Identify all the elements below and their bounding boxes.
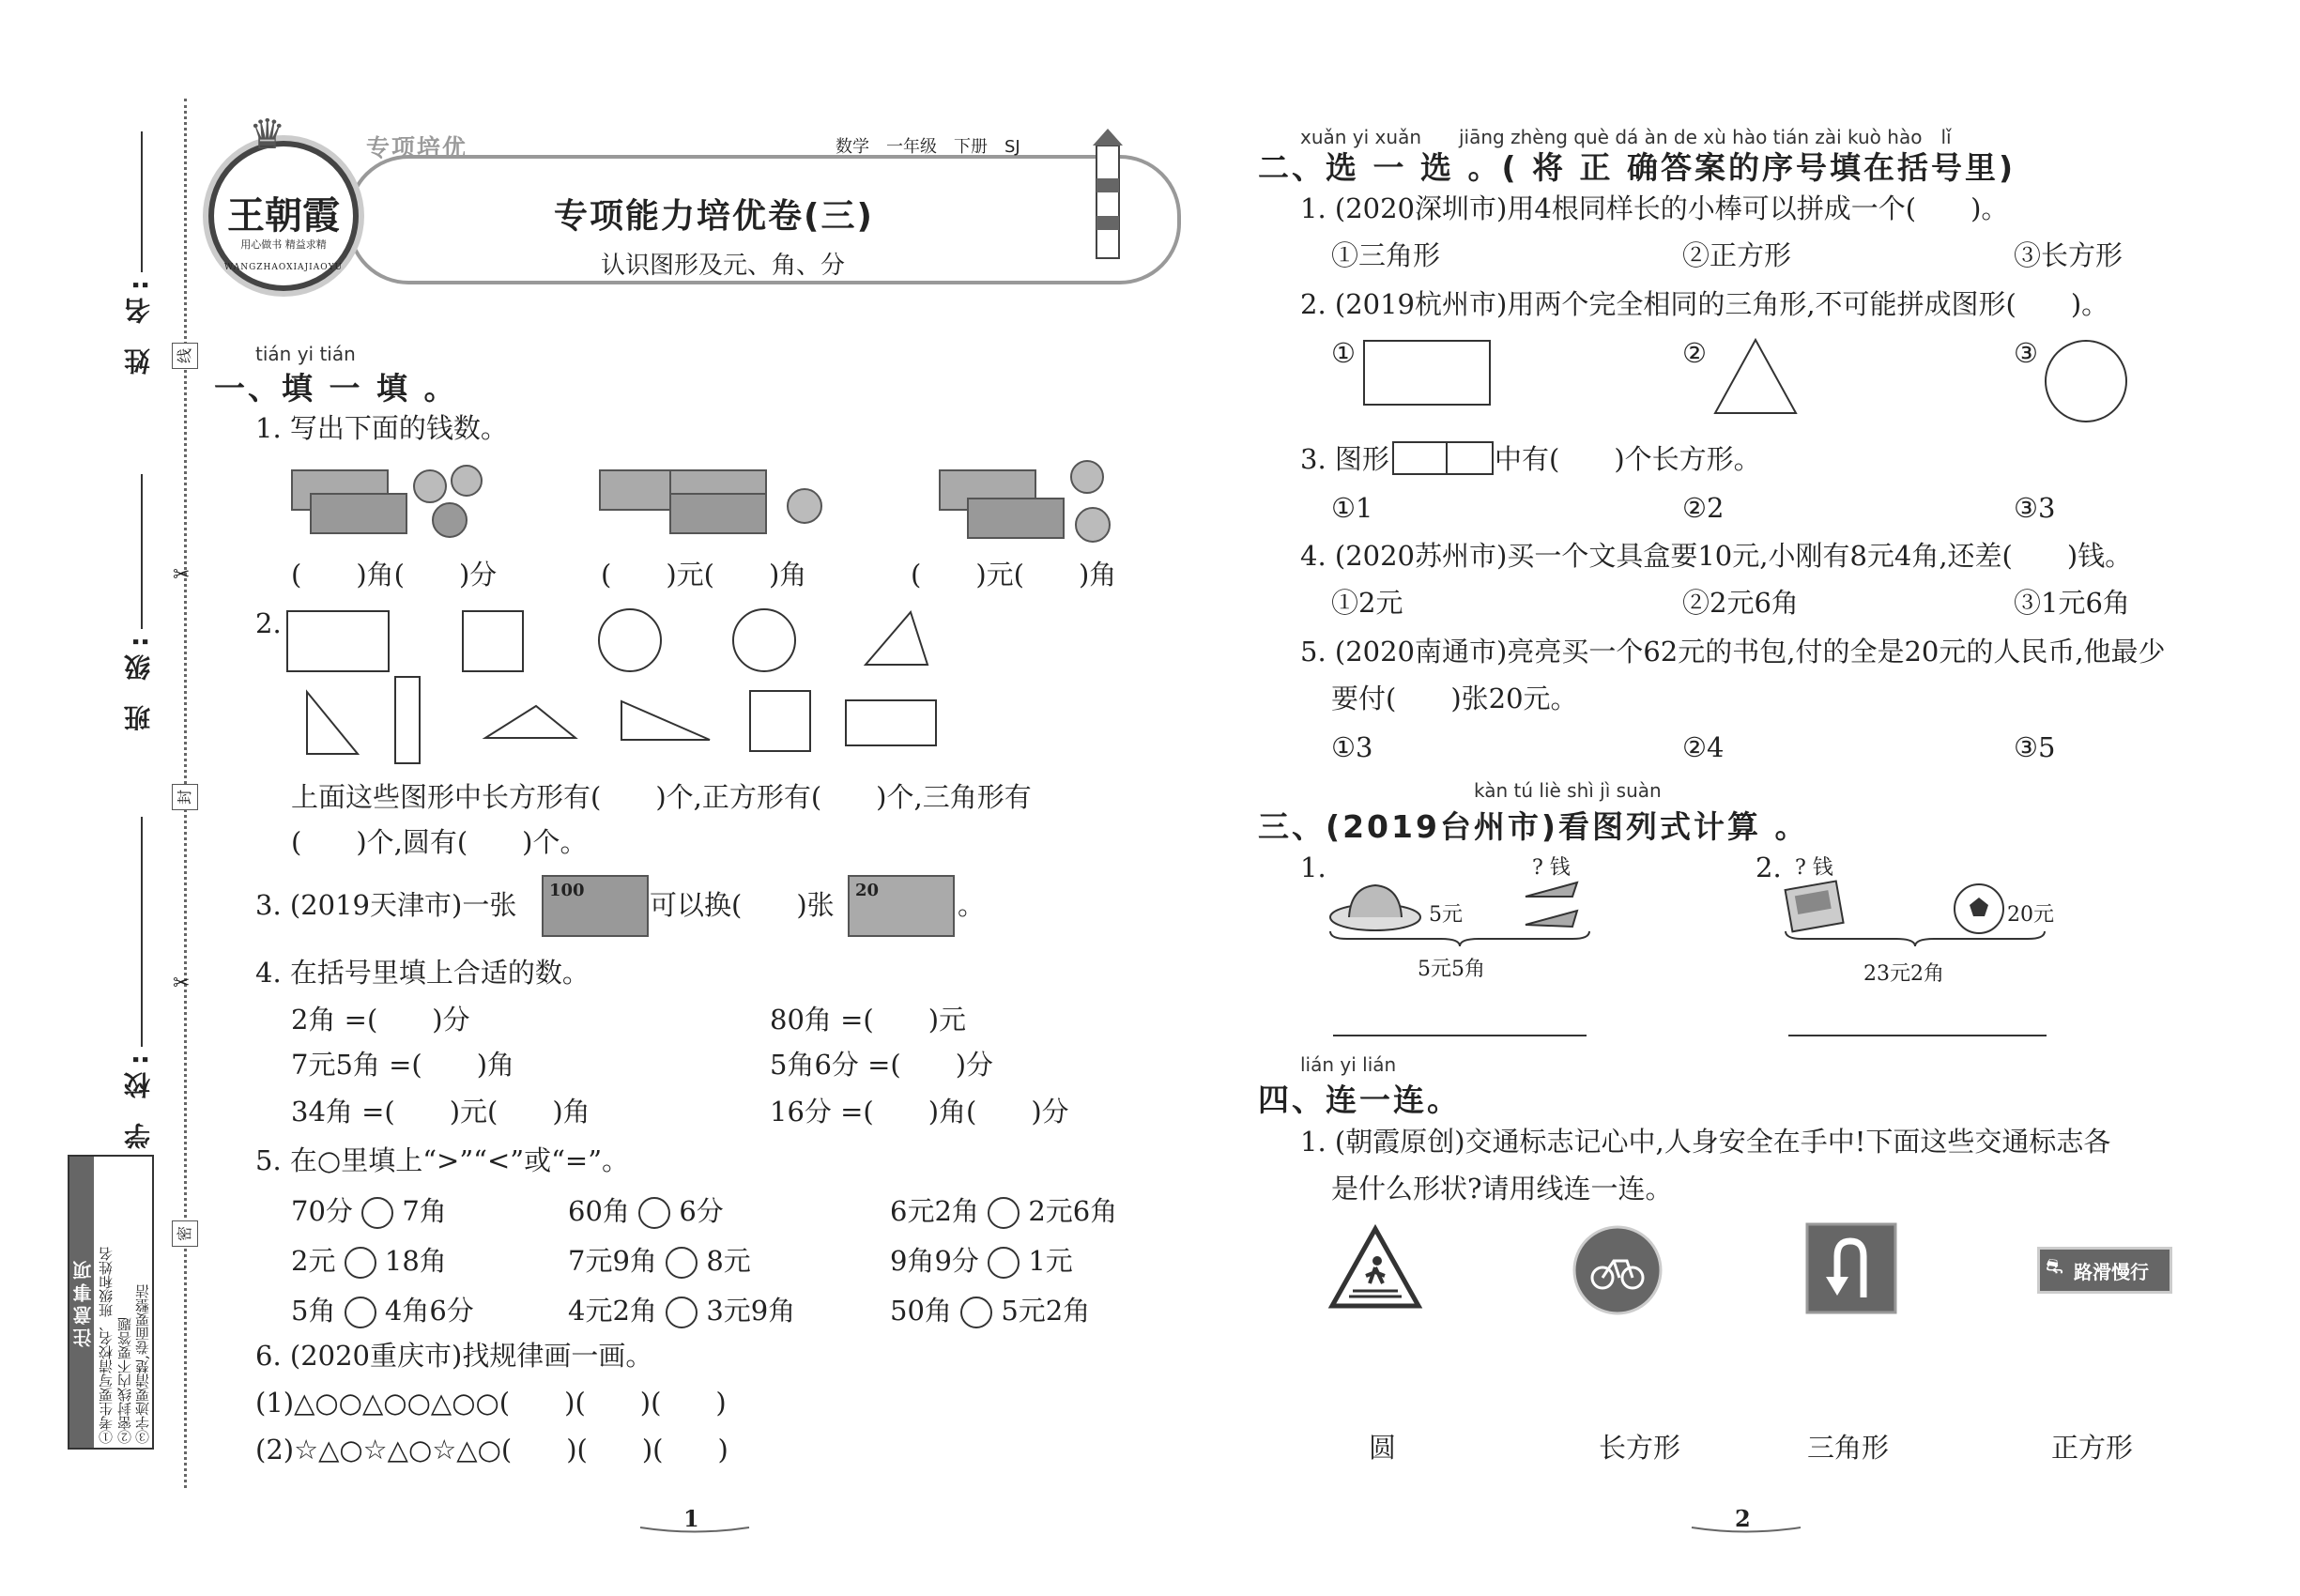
compare-circle[interactable] <box>666 1297 698 1328</box>
s1-q3-post: 。 <box>958 889 986 921</box>
s2-q2-opt-2[interactable]: ② <box>1682 337 1707 369</box>
s4-pinyin: lián yi lián <box>1300 1053 1397 1076</box>
s1-q5-text: 5. 在○里填上“>”“<”或“=”。 <box>255 1144 630 1176</box>
compare-circle[interactable] <box>361 1197 393 1229</box>
money-group-3 <box>939 460 1127 554</box>
compare-circle[interactable] <box>666 1247 698 1279</box>
class-line[interactable] <box>141 474 143 629</box>
s1-q1-blank-3[interactable]: ( )元( )角 <box>911 559 1117 591</box>
s1-title: 一、填 一 填 。 <box>214 370 458 407</box>
shape-label-square[interactable]: 正方形 <box>2051 1432 2134 1464</box>
rectangle-shape <box>1363 340 1491 406</box>
s3-p2-answer-line[interactable] <box>1788 1035 2047 1036</box>
compare-item[interactable]: 6元2角 2元6角 <box>890 1195 1118 1227</box>
triangle-shape <box>864 610 929 667</box>
money-group-2 <box>599 465 824 549</box>
s2-q3-post[interactable]: 中有( )个长方形。 <box>1495 443 1761 475</box>
school-line[interactable] <box>141 817 143 1047</box>
s3-p2-price: 20元 <box>2007 903 2054 927</box>
obtuse-triangle-shape <box>620 699 713 742</box>
s3-p1-price: 5元 <box>1429 903 1463 927</box>
s1-q3-pre: 3. (2019天津市)一张 <box>255 889 517 921</box>
banknote <box>967 498 1065 539</box>
tall-rectangle-shape <box>394 676 421 764</box>
compare-item[interactable]: 7元9角 8元 <box>568 1245 751 1277</box>
right-triangle-shape <box>305 690 361 756</box>
compare-item[interactable]: 4元2角 3元9角 <box>568 1295 796 1327</box>
coin <box>787 488 822 524</box>
money-group-1 <box>291 465 507 549</box>
rectangle-shape <box>845 699 937 746</box>
coin <box>413 469 447 503</box>
page-number-1: 1 <box>683 1505 699 1532</box>
page-title: 专项能力培优卷(三) <box>554 197 874 236</box>
triangle-shape <box>1713 338 1798 415</box>
s2-q2-opt-3[interactable]: ③ <box>2014 337 2038 369</box>
s2-q3-pre: 3. 图形 <box>1300 443 1389 475</box>
s3-p1-answer-line[interactable] <box>1333 1035 1587 1036</box>
s4-q1-text: 1. (朝霞原创)交通标志记心中,人身安全在手中!下面这些交通标志各 <box>1300 1126 2111 1158</box>
s1-q2-num: 2. <box>255 607 282 639</box>
logo-ring-text: WANGZHAOXIAJIAOYU <box>223 263 344 272</box>
page-number-2: 2 <box>1735 1505 1751 1532</box>
class-label: 班 级: <box>123 629 154 731</box>
shape-label-rectangle[interactable]: 长方形 <box>1599 1432 1681 1464</box>
s2-title: 二、选 一 选 。( 将 正 确答案的序号填在括号里) <box>1258 149 2016 186</box>
logo-tagline: 用心做书 精益求精 <box>240 238 327 251</box>
shape-label-triangle[interactable]: 三角形 <box>1807 1432 1890 1464</box>
s2-q3-opt-3[interactable]: ③3 <box>2014 492 2056 524</box>
banknote-20-value: 20 <box>855 881 880 900</box>
page-ornament <box>1690 1521 1802 1534</box>
s2-q3-opt-1[interactable]: ①1 <box>1331 492 1373 524</box>
s3-p1-num: 1. <box>1300 852 1326 883</box>
slippery-road-sign-text: 路滑慢行 <box>2074 1261 2149 1283</box>
compare-circle[interactable] <box>638 1197 670 1229</box>
notice-title: 注意事项 <box>69 1157 94 1448</box>
banknote <box>669 493 767 534</box>
s2-q1-opt-1[interactable]: ①三角形 <box>1331 239 1441 271</box>
s2-q5-text: 5. (2020南通市)亮亮买一个62元的书包,付的全是20元的人民币,他最少 <box>1300 636 2166 668</box>
split-rectangle-figure <box>1392 441 1494 475</box>
s1-q2-line1[interactable]: 上面这些图形中长方形有( )个,正方形有( )个,三角形有 <box>291 781 1032 813</box>
s2-pinyin: xuǎn yi xuǎn jiāng zhèng què dá àn de xù hào tián zài kuò hào lǐ <box>1300 126 1952 148</box>
s2-q4-text[interactable]: 4. (2020苏州市)买一个文具盒要10元,小刚有8元4角,还差( )钱。 <box>1300 540 2133 572</box>
compare-circle[interactable] <box>345 1297 376 1328</box>
s2-q2-opt-1[interactable]: ① <box>1331 337 1356 369</box>
s3-p1-question: ? 钱 <box>1532 856 1571 880</box>
s1-q2-line2[interactable]: ( )个,圆有( )个。 <box>291 826 588 858</box>
compare-circle[interactable] <box>345 1247 376 1279</box>
s3-p2-question: ? 钱 <box>1795 856 1833 880</box>
s1-q6-line2[interactable]: (2)☆△○☆△○☆△○( )( )( ) <box>255 1434 728 1466</box>
slippery-road-sign[interactable] <box>2037 1247 2172 1294</box>
hat-icon <box>1328 878 1422 934</box>
notice-2: ②密封线内不要答题 <box>116 1317 133 1444</box>
s2-q5-text2[interactable]: 要付( )张20元。 <box>1331 683 1578 714</box>
s1-q4-item-1[interactable]: 2角 =( )分 <box>291 1004 470 1036</box>
compare-circle[interactable] <box>960 1297 992 1328</box>
s1-q3-mid[interactable]: 可以换( )张 <box>650 889 835 921</box>
name-line[interactable] <box>141 131 143 272</box>
page-subtitle: 认识图形及元、角、分 <box>601 252 846 280</box>
pedestrian-sign-icon[interactable] <box>1328 1225 1422 1310</box>
compare-item[interactable]: 5角 4角6分 <box>291 1295 474 1327</box>
s3-p1-total: 5元5角 <box>1418 958 1485 981</box>
s1-q4-item-2[interactable]: 80角 =( )元 <box>770 1004 967 1036</box>
cut-mark-1: 线 <box>172 343 198 369</box>
scissors-icon: ✂ <box>173 563 191 587</box>
slippery-icon: ⛐ <box>2046 1255 2063 1279</box>
s1-pinyin: tián yi tián <box>255 343 356 365</box>
banknote-100-value: 100 <box>549 881 585 900</box>
s1-q4-item-4[interactable]: 5角6分 =( )分 <box>770 1049 994 1081</box>
u-turn-sign-icon[interactable] <box>1805 1222 1897 1314</box>
compare-item[interactable]: 50角 5元2角 <box>890 1295 1091 1327</box>
s3-p2-total: 23元2角 <box>1863 962 1944 986</box>
s2-q1-text[interactable]: 1. (2020深圳市)用4根同样长的小棒可以拼成一个( )。 <box>1300 192 2009 224</box>
s1-q6-text: 6. (2020重庆市)找规律画一画。 <box>255 1340 653 1372</box>
flat-triangle-shape <box>483 702 577 740</box>
circle-shape <box>2045 340 2127 422</box>
section-tab: 专项培优 <box>366 134 468 161</box>
header-meta: 数学 一年级 下册 SJ <box>836 137 1020 157</box>
circle-shape <box>598 608 662 672</box>
s2-q2-text[interactable]: 2. (2019杭州市)用两个完全相同的三角形,不可能拼成图形( )。 <box>1300 288 2109 320</box>
s2-q4-opt-1[interactable]: ①2元 <box>1331 587 1403 619</box>
s2-q1-opt-3[interactable]: ③长方形 <box>2014 239 2124 271</box>
notice-box <box>68 1155 154 1450</box>
no-bicycle-sign-icon[interactable] <box>1572 1225 1663 1315</box>
s1-q1-text: 1. 写出下面的钱数。 <box>255 412 508 444</box>
s3-title: 三、(2019台州市)看图列式计算 。 <box>1258 808 1809 845</box>
coin <box>451 465 483 497</box>
book-icon <box>1784 878 1849 934</box>
page-ornament <box>638 1521 751 1534</box>
circle-shape <box>732 608 796 672</box>
shape-label-circle[interactable]: 圆 <box>1369 1432 1397 1464</box>
s1-q1-blank-1[interactable]: ( )角( )分 <box>291 559 498 591</box>
cut-mark-2: 封 <box>172 784 198 810</box>
name-label: 姓 名: <box>123 272 154 375</box>
logo-text: 王朝霞 <box>227 193 340 238</box>
banknote-20 <box>848 875 955 937</box>
s2-q5-opt-1[interactable]: ①3 <box>1331 731 1373 763</box>
coin <box>1070 460 1104 494</box>
school-label: 学 校: <box>123 1047 154 1149</box>
s4-q1-text2: 是什么形状?请用线连一连。 <box>1331 1173 1673 1205</box>
compare-item[interactable]: 9角9分 1元 <box>890 1245 1073 1277</box>
scissors-icon: ✂ <box>173 972 191 995</box>
total-brace <box>1784 929 2047 948</box>
logo <box>208 141 359 291</box>
square-shape <box>462 610 524 672</box>
s2-q3-opt-2[interactable]: ②2 <box>1682 492 1725 524</box>
coin <box>432 502 468 538</box>
s3-pinyin: kàn tú liè shì jì suàn <box>1474 779 1662 802</box>
s1-q4-item-5[interactable]: 34角 =( )元( )角 <box>291 1096 590 1128</box>
s4-title: 四、连一连。 <box>1258 1082 1461 1118</box>
s2-q4-opt-2[interactable]: ②2元6角 <box>1682 587 1799 619</box>
total-brace <box>1328 929 1591 948</box>
s1-q4-item-3[interactable]: 7元5角 =( )角 <box>291 1049 515 1081</box>
compare-item[interactable]: 2元 18角 <box>291 1245 447 1277</box>
s2-q1-opt-2[interactable]: ②正方形 <box>1682 239 1792 271</box>
coin <box>1075 507 1111 543</box>
split-divider <box>1446 443 1448 473</box>
notice-3: ③字迹要清楚,卷面要整洁 <box>134 1284 151 1444</box>
s1-q1-blank-2[interactable]: ( )元( )角 <box>601 559 807 591</box>
hairclip-icon <box>1521 878 1582 934</box>
banknote <box>310 493 407 534</box>
rectangle-shape <box>286 610 390 672</box>
cut-mark-3: 密 <box>172 1220 198 1247</box>
lighthouse-icon <box>1080 127 1136 268</box>
s1-q4-item-6[interactable]: 16分 =( )角( )分 <box>770 1096 1069 1128</box>
compare-circle[interactable] <box>988 1247 1020 1279</box>
s3-p2-num: 2. <box>1756 852 1782 883</box>
compare-circle[interactable] <box>988 1197 1020 1229</box>
compare-item[interactable]: 70分 7角 <box>291 1195 447 1227</box>
s2-q4-opt-3[interactable]: ③1元6角 <box>2014 587 2130 619</box>
s2-q5-opt-3[interactable]: ③5 <box>2014 731 2056 763</box>
banknote-100 <box>542 875 649 937</box>
s2-q5-opt-2[interactable]: ②4 <box>1682 731 1725 763</box>
crown-icon: ♛ <box>249 111 286 159</box>
notice-1: ①考生要写清校名、班级和姓名 <box>98 1247 115 1444</box>
compare-item[interactable]: 60角 6分 <box>568 1195 724 1227</box>
square-shape <box>749 690 811 752</box>
s1-q4-text: 4. 在括号里填上合适的数。 <box>255 957 590 989</box>
football-icon <box>1953 882 2005 935</box>
s1-q6-line1[interactable]: (1)△○○△○○△○○( )( )( ) <box>255 1387 727 1419</box>
